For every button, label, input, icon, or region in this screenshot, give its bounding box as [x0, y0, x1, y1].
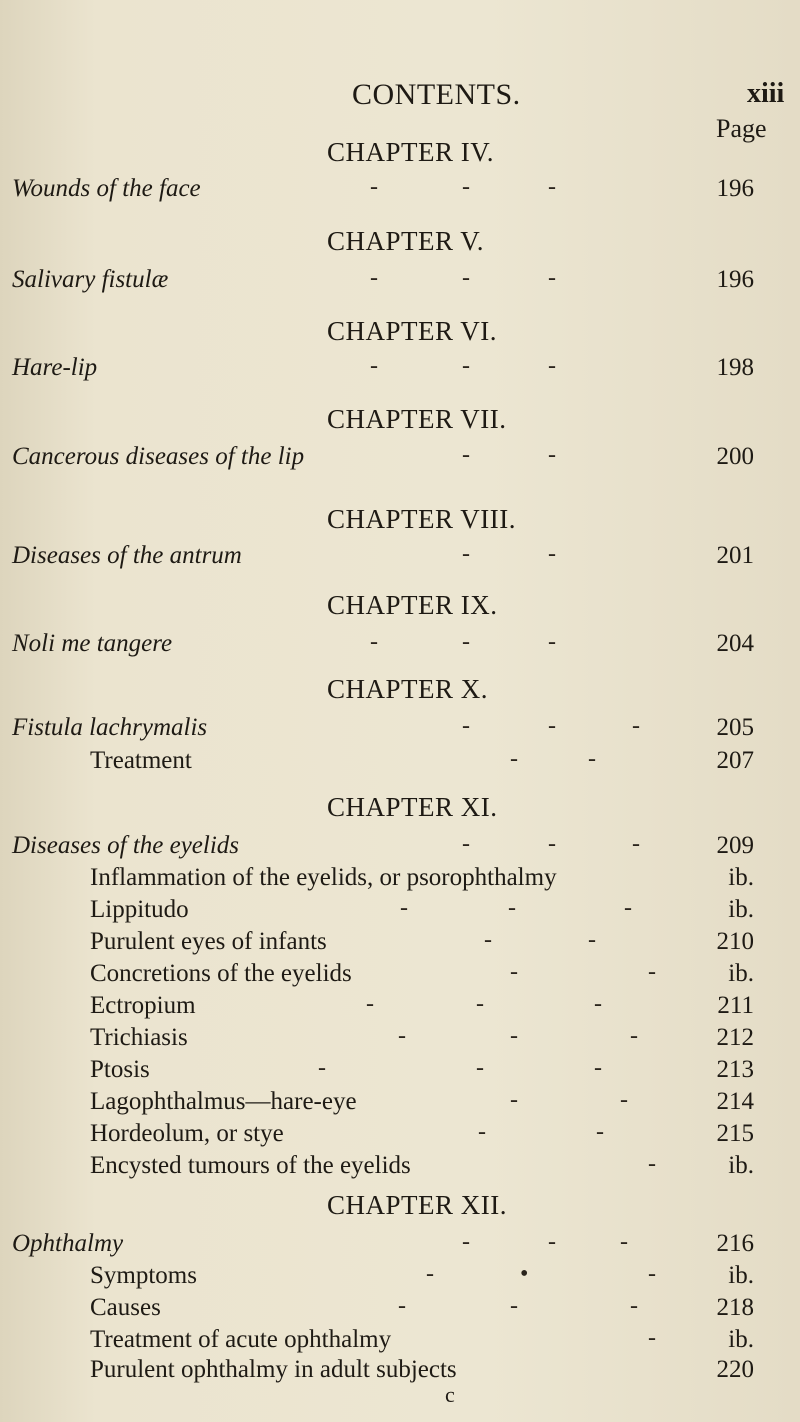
toc-entry-title: Fistula lachrymalis [12, 714, 208, 741]
leader-dash: - [648, 959, 656, 985]
leader-dash: - [318, 1055, 326, 1081]
leader-dash: - [548, 831, 556, 857]
toc-entry-title: Hare-lip [12, 354, 98, 381]
leader-dash: - [648, 1151, 656, 1177]
toc-subentry-title: Ectropium [90, 992, 196, 1019]
leader-dash: • [520, 1261, 529, 1287]
toc-entry-page: 216 [716, 1230, 754, 1257]
leader-dash: - [620, 1087, 628, 1113]
leader-dash: - [632, 831, 640, 857]
toc-entry-page: 207 [716, 747, 754, 774]
leader-dash: - [462, 265, 470, 291]
leader-dash: - [462, 442, 470, 468]
toc-entry-page: ib. [728, 896, 754, 923]
leader-dash: - [624, 895, 632, 921]
leader-dash: - [594, 1055, 602, 1081]
leader-dash: - [510, 1087, 518, 1113]
leader-dash: - [596, 1119, 604, 1145]
leader-dash: - [366, 991, 374, 1017]
leader-dash: - [648, 1261, 656, 1287]
leader-dash: - [370, 174, 378, 200]
leader-dash: - [398, 1023, 406, 1049]
chapter-heading: CHAPTER X. [327, 674, 489, 704]
chapter-heading: CHAPTER IX. [327, 590, 498, 620]
leader-dash: - [476, 1055, 484, 1081]
toc-entry-page: 196 [716, 266, 754, 293]
leader-dash: - [426, 1261, 434, 1287]
chapter-heading: CHAPTER XII. [327, 1190, 507, 1220]
toc-entry-page: 215 [716, 1120, 754, 1147]
leader-dash: - [548, 265, 556, 291]
leader-dash: - [630, 1023, 638, 1049]
toc-entry-page: ib. [728, 960, 754, 987]
leader-dash: - [588, 746, 596, 772]
toc-entry-page: ib. [728, 864, 754, 891]
toc-entry-title: Noli me tangere [12, 630, 173, 657]
toc-subentry-title: Lippitudo [90, 896, 189, 923]
toc-entry-page: 210 [716, 928, 754, 955]
leader-dash: - [370, 629, 378, 655]
toc-entry-page: 198 [716, 354, 754, 381]
toc-subentry-title: Concretions of the eyelids [90, 960, 352, 987]
leader-dash: - [548, 442, 556, 468]
toc-entry-page: ib. [728, 1326, 754, 1353]
leader-dash: - [630, 1293, 638, 1319]
leader-dash: - [484, 927, 492, 953]
leader-dash: - [462, 353, 470, 379]
toc-entry-page: 218 [716, 1294, 754, 1321]
leader-dash: - [370, 353, 378, 379]
leader-dash: - [594, 991, 602, 1017]
leader-dash: - [462, 629, 470, 655]
toc-subentry-title: Lagophthalmus—hare-eye [90, 1088, 357, 1115]
chapter-heading: CHAPTER VI. [327, 316, 498, 346]
toc-entry-page: 209 [716, 832, 754, 859]
toc-subentry-title: Purulent ophthalmy in adult subjects [90, 1356, 457, 1383]
chapter-heading: CHAPTER VII. [327, 404, 507, 434]
toc-entry-title: Cancerous diseases of the lip [12, 443, 305, 470]
toc-entry-title: Wounds of the face [12, 175, 201, 202]
leader-dash: - [476, 991, 484, 1017]
leader-dash: - [398, 1293, 406, 1319]
toc-subentry-title: Treatment of acute ophthalmy [90, 1326, 392, 1353]
toc-subentry-title: Hordeolum, or stye [90, 1120, 284, 1147]
toc-entry-page: 212 [716, 1024, 754, 1051]
leader-dash: - [462, 831, 470, 857]
toc-subentry-title: Inflammation of the eyelids, or psorophthalmy [90, 864, 557, 891]
chapter-heading: CHAPTER V. [327, 226, 485, 256]
toc-subentry-title: Symptoms [90, 1262, 197, 1289]
toc-subentry-title: Ptosis [90, 1056, 150, 1083]
leader-dash: - [648, 1325, 656, 1351]
toc-entry-title: Diseases of the antrum [12, 542, 242, 569]
leader-dash: - [620, 1229, 628, 1255]
toc-subentry-title: Trichiasis [90, 1024, 188, 1051]
toc-entry-title: Ophthalmy [12, 1230, 124, 1257]
leader-dash: - [462, 713, 470, 739]
leader-dash: - [632, 713, 640, 739]
toc-entry-page: 200 [716, 443, 754, 470]
page-folio: xiii [747, 78, 785, 109]
leader-dash: - [548, 1229, 556, 1255]
toc-entry-page: 213 [716, 1056, 754, 1083]
toc-subentry-title: Purulent eyes of infants [90, 928, 327, 955]
leader-dash: - [510, 1023, 518, 1049]
leader-dash: - [462, 541, 470, 567]
leader-dash: - [548, 174, 556, 200]
leader-dash: - [400, 895, 408, 921]
toc-entry-page: 204 [716, 630, 754, 657]
chapter-heading: CHAPTER IV. [327, 137, 495, 167]
toc-entry-page: ib. [728, 1262, 754, 1289]
leader-dash: - [588, 927, 596, 953]
page-column-label: Page [716, 114, 767, 143]
leader-dash: - [548, 713, 556, 739]
toc-entry-page: 196 [716, 175, 754, 202]
toc-entry-page: 205 [716, 714, 754, 741]
leader-dash: - [510, 1293, 518, 1319]
running-title: CONTENTS. [352, 78, 521, 111]
toc-subentry-title: Causes [90, 1294, 161, 1321]
chapter-heading: CHAPTER VIII. [327, 504, 517, 534]
toc-entry-page: 201 [716, 542, 754, 569]
toc-subentry-title: Treatment [90, 747, 192, 774]
toc-entry-title: Diseases of the eyelids [12, 832, 240, 859]
leader-dash: - [510, 746, 518, 772]
leader-dash: - [462, 174, 470, 200]
leader-dash: - [548, 541, 556, 567]
toc-subentry-title: Encysted tumours of the eyelids [90, 1152, 411, 1179]
leader-dash: - [510, 959, 518, 985]
toc-entry-page: 211 [717, 992, 754, 1019]
toc-entry-page: ib. [728, 1152, 754, 1179]
toc-entry-page: 214 [716, 1088, 754, 1115]
chapter-heading: CHAPTER XI. [327, 792, 498, 822]
leader-dash: - [548, 629, 556, 655]
leader-dash: - [370, 265, 378, 291]
leader-dash: - [548, 353, 556, 379]
toc-entry-title: Salivary fistulæ [12, 266, 169, 293]
leader-dash: - [462, 1229, 470, 1255]
signature-mark: c [445, 1382, 455, 1407]
leader-dash: - [478, 1119, 486, 1145]
toc-entry-page: 220 [716, 1356, 754, 1383]
leader-dash: - [508, 895, 516, 921]
